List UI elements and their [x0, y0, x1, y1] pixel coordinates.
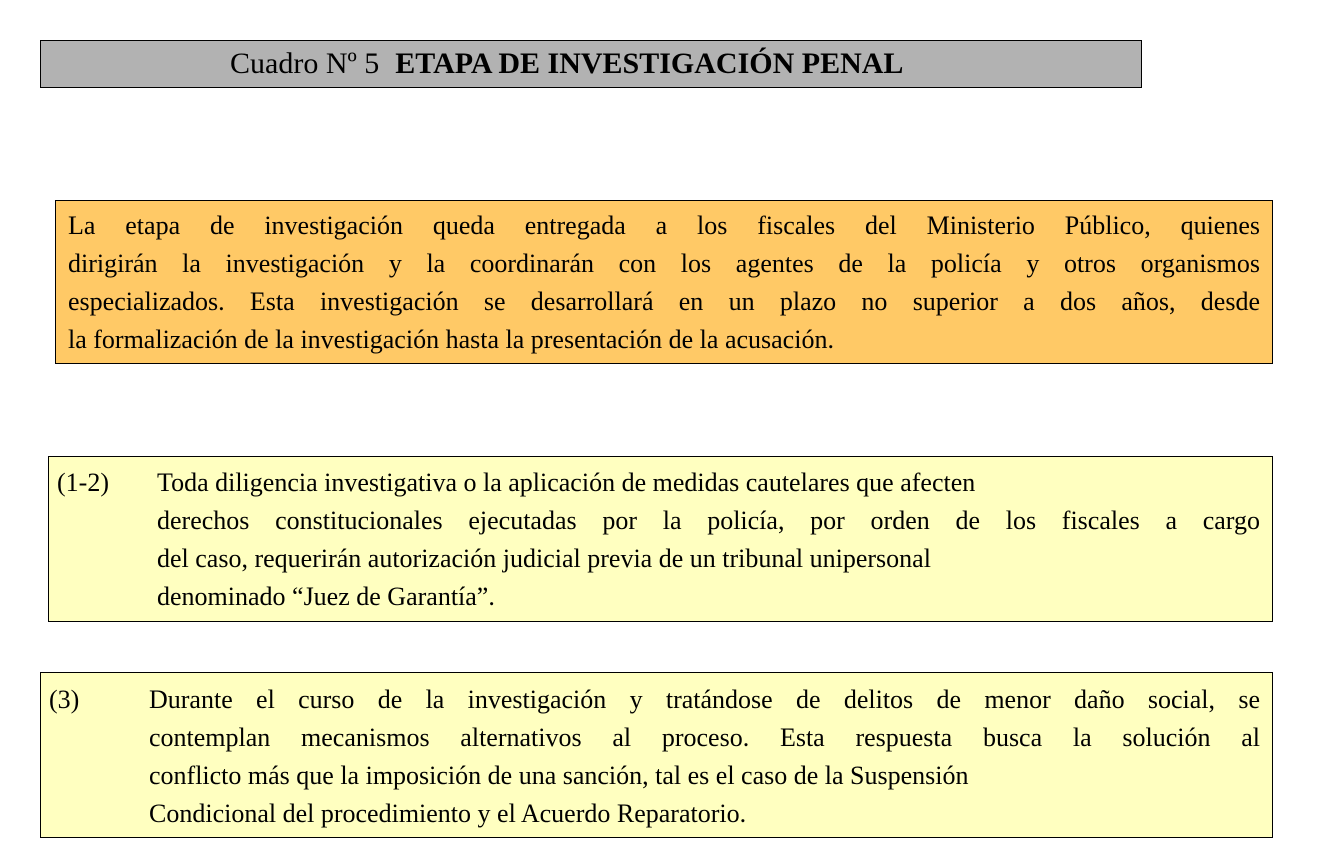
item-line: Toda diligencia investigativa o la aplicación de medidas cautelares que afecten	[157, 468, 976, 497]
item-number: (1-2)	[57, 468, 109, 497]
title-main: ETAPA DE INVESTIGACIÓN PENAL	[395, 47, 904, 80]
item-text	[157, 464, 1260, 616]
item-line: contemplan mecanismos alternativos al proceso. Esta respuesta busca la solución al	[149, 723, 1260, 752]
title-box	[40, 40, 1142, 88]
item-line: del caso, requerirán autorización judicial previa de un tribunal unipersonal	[157, 544, 931, 573]
intro-line: especializados. Esta investigación se desarrollará en un plazo no superior a dos años, desde	[68, 287, 1260, 316]
item-3	[49, 681, 1260, 833]
item-line: conflicto más que la imposición de una sanción, tal es el caso de la Suspensión	[149, 761, 969, 790]
title-prefix: Cuadro Nº 5	[230, 47, 380, 80]
intro-box	[55, 200, 1273, 364]
item-line: Durante el curso de la investigación y tratándose de delitos de menor daño social, se	[149, 685, 1260, 714]
item-number: (3)	[49, 685, 80, 714]
item-1-2-box	[48, 456, 1273, 622]
intro-line: La etapa de investigación queda entregada a los fiscales del Ministerio Público, quienes	[68, 211, 1260, 240]
intro-line: la formalización de la investigación hasta la presentación de la acusación.	[68, 325, 834, 354]
item-line: derechos constitucionales ejecutadas por la policía, por orden de los fiscales a cargo	[157, 506, 1260, 535]
intro-line: dirigirán la investigación y la coordinarán con los agentes de la policía y otros organismos	[68, 249, 1260, 278]
item-1-2	[57, 464, 1260, 616]
item-3-box	[40, 672, 1273, 838]
item-line: denominado “Juez de Garantía”.	[157, 582, 495, 611]
item-text	[149, 681, 1260, 833]
item-line: Condicional del procedimiento y el Acuerdo Reparatorio.	[149, 799, 747, 828]
